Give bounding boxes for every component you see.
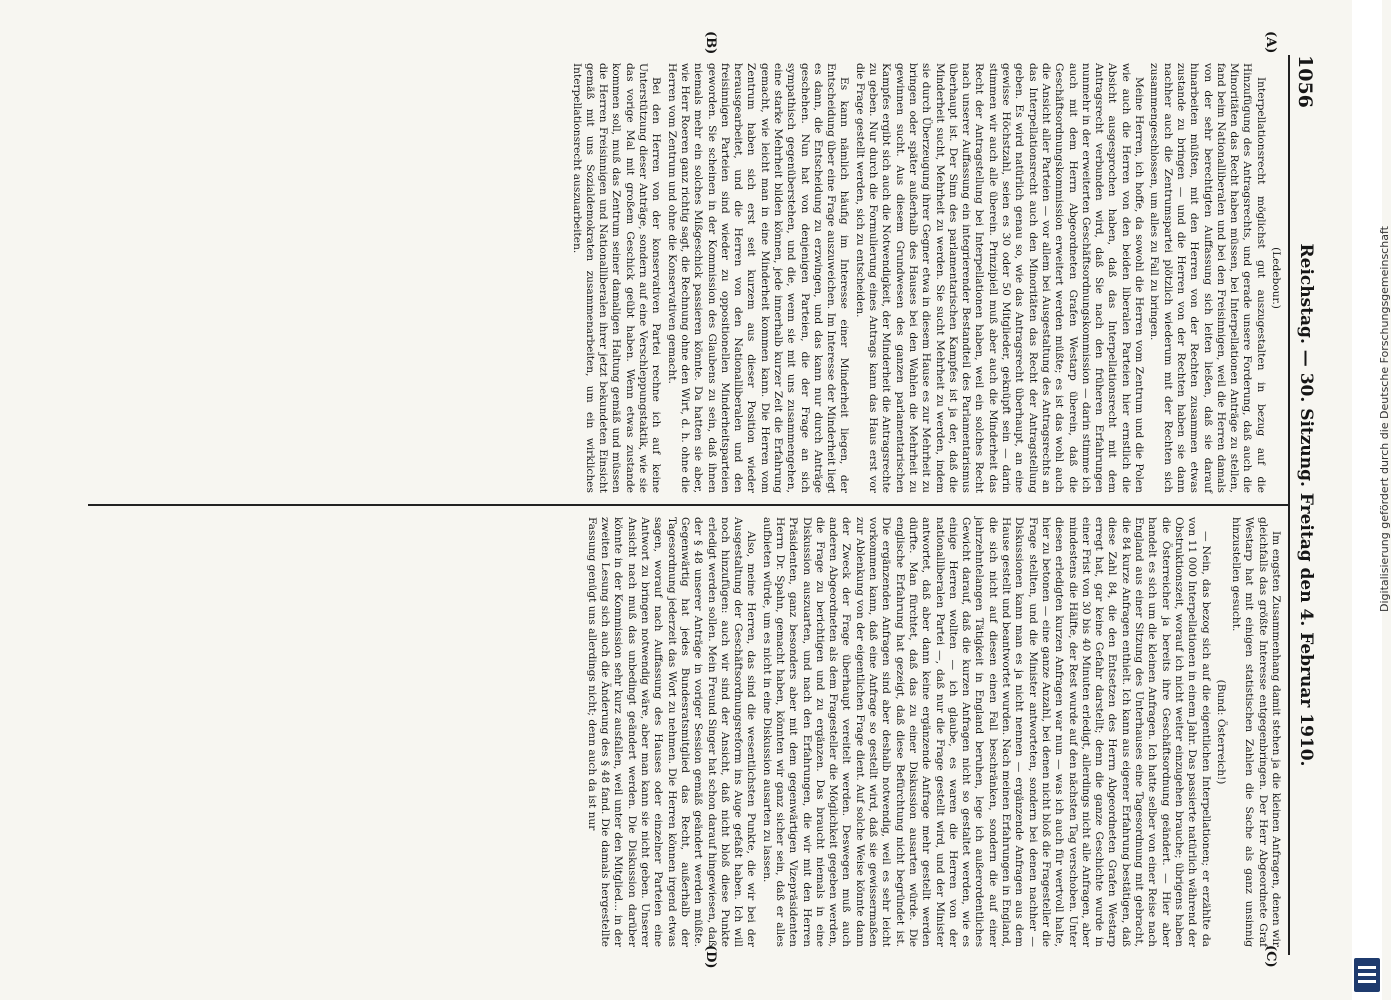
margin-mark-a: (A) — [1263, 31, 1278, 54]
interjection-label: (Bund: Österreich!) — [1214, 679, 1227, 785]
paragraph: Es kann nämlich häufig im Interesse einer Minderheit liegen, der Entscheidung über eine Frage auszuweichen. Im Interesse der Minderheit liegt es dann, die Entscheidung zu erzwingen, und das kann nur durch Anträge geschehen. Nun hat von denjenigen Parteien, die der Frage an sich sympathisch gegenüberstehen, und die, wenn sie mit uns zusammengehen, eine starke Mehrheit bilden können, jede innerhalb kurzer Zeit die Erfahrung gemacht, wie leicht man in eine Minderheit kommen kann. Die Herren vom Zentrum haben sich erst seit kurzem aus dieser Position wieder herausgearbeitet, und die Herren von den Nationalliberalen und den freisinnigen Parteien sind wieder zu oppositionellen Minderheitsparteien geworden. Sie scheinen in der Kommission des Glaubens zu sein, daß ihnen niemals mehr ein solches Mißgeschick passieren könnte. Da hatten sie aber, wie Herr Roeren ganz richtig sagt, die Rechnung ohne den Wirt, d. h. ohne die Herren vom Zentrum und ohne die Konservativen gemacht. — [665, 63, 851, 493]
header-rule — [1288, 55, 1290, 955]
paragraph: Bei den Herren von der konservativen Partei rechne ich auf keine Unterstützung dieser Anträge, sondern auf eine Verschleppungstaktik, wie sie das vorige Mal mit großem Geschick geübt haben. Wenn etwas zustande kommen soll, muß das Zentrum seiner damaligen Haltung gemäß und müssen die Herren Freisinnigen und Nationalliberalen ihrer jetzt bekundeten Einsicht gemäß mit uns Sozialdemokraten zusammenarbeiten, um ein wirkliches Interpellationsrecht auszuarbeiten. — [570, 63, 663, 493]
column-divider — [88, 504, 1288, 506]
margin-mark-c: (C) — [1263, 945, 1278, 968]
paragraph: Im engsten Zusammenhang damit stehen ja die kleinen Anfragen, denen wir gleichfalls das größte Interesse entgegenbringen. Der Herr Abgeordnete Graf Westarp hat mit einigen statistischen Zahlen die Sache als ganz unsinnig hinzustellen gesucht. — [1230, 517, 1282, 947]
paragraph: Also, meine Herren, das sind die wesentlichsten Punkte, die wir bei der Ausgestaltung der Geschäftsordnungsreform ins Auge gefaßt haben. Ich will noch hinzufügen: auch wir sind der Ansicht, daß nicht bloß diese Punkte erledigt werden sollen. Mein Freund Singer hat schon darauf hingewiesen, daß der § 48 unserer Anträge in voriger Session gemäß geändert werden müßte. Gegenwärtig hat jedes Bundesratsmitglied das Recht, außerhalb der Tagesordnung jederzeit das Wort zu nehmen. Die Herren können irgend etwas sagen, worauf nach Auffassung des Hauses oder einzelner Parteien eine Antwort zu bringen notwendig wäre, aber man kann sie nicht geben. Unserer Ansicht nach muß das unbedingt geändert werden. Die Diskussion darüber könnte in der Kommission sehr kurz ausfallen, weil unter den Mitglied... in der zweiten Lesung sich auch die Änderung des § 48 fand. Die damals hergestellte Fassung genügt uns allerdings nicht; denn auch da ist nur — [585, 517, 758, 947]
page-header — [1290, 55, 1318, 955]
margin-mark-b: (B) — [703, 31, 718, 55]
paragraph: Interpellationsrecht möglichst gut auszugestalten in bezug auf die Hinzufügung des Antragsrechts, und gerade unsere Forderung, daß auch die Minoritäten das Recht haben müssen, bei Interpellationen Anträge zu stellen, fand beim Nationalliberalen und bei den Freisinnigen, weil die Herren damals von der sehr berechtigten Auffassung sich leiten ließen, daß sie darauf hinarbeiten müßten, mit den Herren von der Rechten zusammen etwas zustande zu bringen — und die Herren von der Rechten haben sie dann nachher auch die Zentrumspartei plötzlich wiederum mit der Rechten sich zusammengeschlossen, um alles zu Fall zu bringen. — [1148, 63, 1267, 493]
paragraph: — Nein, das bezog sich auf die eigentlichen Interpellationen; er erzählte da von 11 000 Interpellationen in einem Jahr. Das passierte natürlich während der Obstruktionszeit, worauf ich nicht weiter einzugehen brauche; übrigens haben die Österreicher ja bereits ihre Geschäftsordnung geändert. — Hier aber handelt es sich um die kleinen Anfragen. Ich hatte selber von einer Reise nach England aus einer Sitzung des Unterhauses eine Tagesordnung mit gebracht, die 84 kurze Anfragen enthielt. Ich kann aus eigener Erfahrung bestätigen, daß diese Zahl 84, die den Entsetzen des Herrn Abgeordneten Grafen Westarp erregt hat, gar keine Gefahr darstellt; denn die ganze Geschichte wurde in einer Frist von 30 bis 40 Minuten erledigt, allerdings nicht alle Anfragen, aber mindestens die Hälfte, der Rest wurde auf den nächsten Tag verschoben. Unter diesen erledigten kurzen Anfragen war nun — was ich auch für wertvoll halte, hier zu betonen — eine ganze Anzahl, bei denen nicht bloß die Fragesteller die Frage stellten, und die Minister antworteten, sondern bei denen nachher — Diskussionen kann man es ja nicht nennen — ergänzende Anfragen aus dem Hause gestellt und beantwortet wurden. Nach meinen Erfahrungen in England, die sich nicht auf diesen einen Fall beschränken, sondern die auf einer jahrzehntelangen Tätigkeit in England beruhen, lege ich außerordentliches Gewicht darauf, daß die kurzen Anfragen nicht so gestaltet werden, wie es einige Herren wollten — ich glaube, es waren die Herren von der nationalliberalen Partei —, daß nur die Frage gestellt wird, und der Minister antwortet, daß aber dann keine ergänzende Anfrage mehr gestellt werden dürfte. Man fürchtet, daß das zu einer Diskussion ausarten würde. Die englische Erfahrung hat gezeigt, daß diese Befürchtung nicht begründet ist. Die ergänzenden Anfragen sind aber deshalb notwendig, weil es sehr leicht vorkommen kann, daß eine Anfrage so gestellt wird, daß sie gewissermaßen zur Ablenkung von der eigentlichen Frage dient. Auf solche Weise könnte dann der Zweck der Frage überhaupt vereitelt werden. Deswegen muß auch anderen Abgeordneten als dem Fragesteller die Möglichkeit gegeben werden, die Frage zu berichtigen und zu ergänzen. Das braucht niemals in eine Diskussion auszuarten, und nach den Erfahrungen, die wir mit den Herren Präsidenten, ganz besonders aber mit dem gegenwärtigen Vizepräsidenten Herrn Dr. Spahn, gemacht haben, könnten wir ganz sicher sein, daß er alles aufbieten würde, um es nicht in eine Diskussion ausarten zu lassen. — [760, 517, 1212, 947]
left-text-column — [92, 63, 1282, 493]
speaker-label: (Ledebour.) — [1270, 247, 1282, 309]
dfg-logo-icon — [1354, 958, 1380, 992]
paragraph: Meine Herren, ich hoffe, da sowohl die Herren vom Zentrum und die Polen wie auch die Herren von den beiden liberalen Parteien hier ernstlich die Absicht ausgesprochen haben, daß das Interpellationsrecht mit dem Antragsrecht verbunden wird, daß Sie nach den früheren Erfahrungen nunmehr in der erweiterten Geschäftsordnungskommission — darin stimme ich auch mit dem Herrn Abgeordneten Grafen Westarp überein, daß die Geschäftsordnungskommission erweitert werden müßte; es ist das wohl auch die Ansicht aller Parteien — vor allem bei Ausgestaltung des Antragsrechts an das Interpellationsrecht auch den Minoritäten das Recht der Antragstellung geben. Es wird natürlich genau so, wie das Antragsrecht überhaupt, an eine gewisse Höchstzahl, seien es 30 oder 50 Mitglieder, geknüpft sein — darin stimmen wir auch alle überein. Prinzipiell muß aber auch die Minderheit das Recht der Antragstellung bei Interpellationen haben, weil ein solches Recht nach unserer Auffassung ein integrierender Bestandteil des Parlamentarismus überhaupt ist. Der Sinn des parlamentarischen Kampfes ist ja der, daß die Minderheit sucht, Mehrheit zu werden. Sie sucht Mehrheit zu werden, indem sie durch Überzeugung ihrer Gegner etwa in diesem Hause es zur Mehrheit zu bringen oder später außerhalb des Hauses bei den Wahlen die Mehrheit zu gewinnen sucht. Aus diesem Grundwesen des ganzen parlamentarischen Kampfes ergibt sich auch die Notwendigkeit, der Minderheit die Antragsrechte zu geben. Nur durch die Formulierung eines Antrags kann das Haus erst vor die Frage gestellt werden, sich zu entscheiden. — [853, 63, 1146, 493]
running-title: Reichstag. — 30. Sitzung. Freitag den 4. Februar 1910. — [1296, 243, 1316, 767]
margin-mark-d: (D) — [703, 945, 718, 969]
right-text-column — [92, 517, 1282, 947]
page-number: 1056 — [1294, 55, 1316, 108]
funding-credit: Digitalisierung gefördert durch die Deutsche Forschungsgemeinschaft — [1378, 226, 1391, 612]
digitization-sidebar — [1352, 0, 1391, 1000]
rotated-newspaper-page — [70, 31, 1318, 969]
